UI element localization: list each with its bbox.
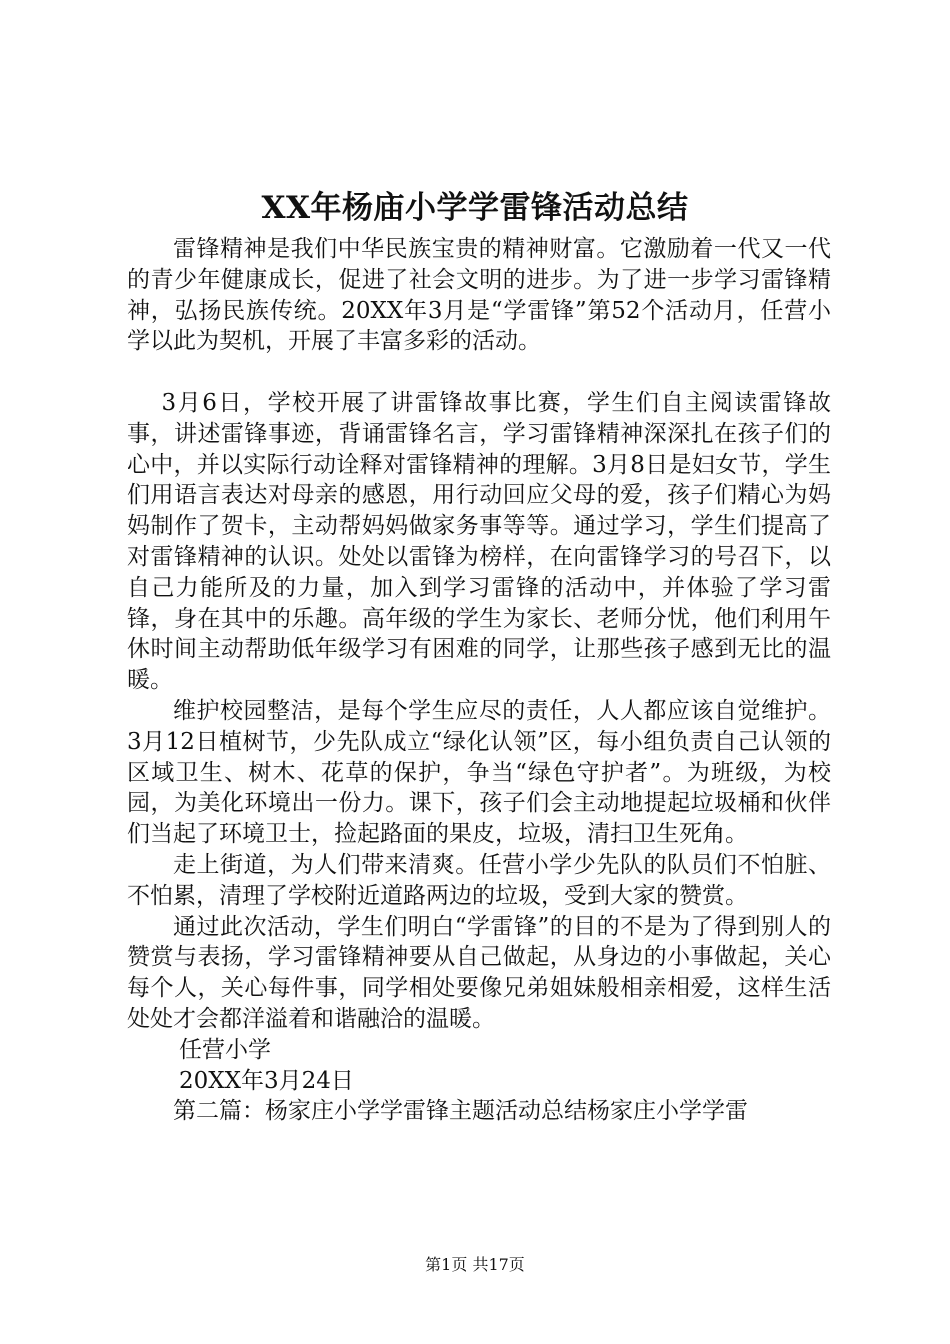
paragraph-conclusion: 通过此次活动，学生们明白“学雷锋”的目的不是为了得到别人的赞赏与表扬，学习雷锋精神要从自己做起，从身边的小事做起，关心每个人，关心每件事，同学相处要像兄弟姐妹般相亲相爱，这样生活处处才会都洋溢着和谐融洽的温暖。 <box>127 913 831 1032</box>
page-footer: 第1页 共17页 <box>425 1255 525 1274</box>
signature-date: 20XX年3月24日 <box>179 1067 354 1094</box>
paragraph-street-cleanup: 走上街道，为人们带来清爽。任营小学少先队的队员们不怕脏、不怕累，清理了学校附近道路两边的垃圾，受到大家的赞赏。 <box>127 851 831 909</box>
paragraph-campus-cleanliness: 维护校园整洁，是每个学生应尽的责任，人人都应该自觉维护。3月12日植树节，少先队成立“绿化认领”区，每小组负责自己认领的区域卫生、树木、花草的保护，争当“绿色守护者”。为班级，为校园，为美化环境出一份力。课下，孩子们会主动地提起垃圾桶和伙伴们当起了环境卫士，捡起路面的果皮，垃圾，清扫卫生死角。 <box>127 697 831 848</box>
paragraph-story-contest: 3月6日，学校开展了讲雷锋故事比赛，学生们自主阅读雷锋故事，讲述雷锋事迹，背诵雷锋名言，学习雷锋精神深深扎在孩子们的心中，并以实际行动诠释对雷锋精神的理解。3月8日是妇女节，学生们用语言表达对母亲的感恩，用行动回应父母的爱，孩子们精心为妈妈制作了贺卡，主动帮妈妈做家务事等等。通过学习，学生们提高了对雷锋精神的认识。处处以雷锋为榜样，在向雷锋学习的号召下，以自己力能所及的力量，加入到学习雷锋的活动中，并体验了学习雷锋，身在其中的乐趣。高年级的学生为家长、老师分忧，他们利用午休时间主动帮助低年级学习有困难的同学，让那些孩子感到无比的温暖。 <box>127 389 831 694</box>
next-section-heading: 第二篇：杨家庄小学学雷锋主题活动总结杨家庄小学学雷 <box>173 1098 748 1125</box>
document-title: XX年杨庙小学学雷锋活动总结 <box>261 190 689 226</box>
signature-school: 任营小学 <box>179 1036 271 1063</box>
document-body <box>127 234 831 1127</box>
paragraph-intro: 雷锋精神是我们中华民族宝贵的精神财富。它激励着一代又一代的青少年健康成长，促进了社会文明的进步。为了进一步学习雷锋精神，弘扬民族传统。20XX年3月是“学雷锋”第52个活动月，任营小学以此为契机，开展了丰富多彩的活动。 <box>127 236 831 355</box>
